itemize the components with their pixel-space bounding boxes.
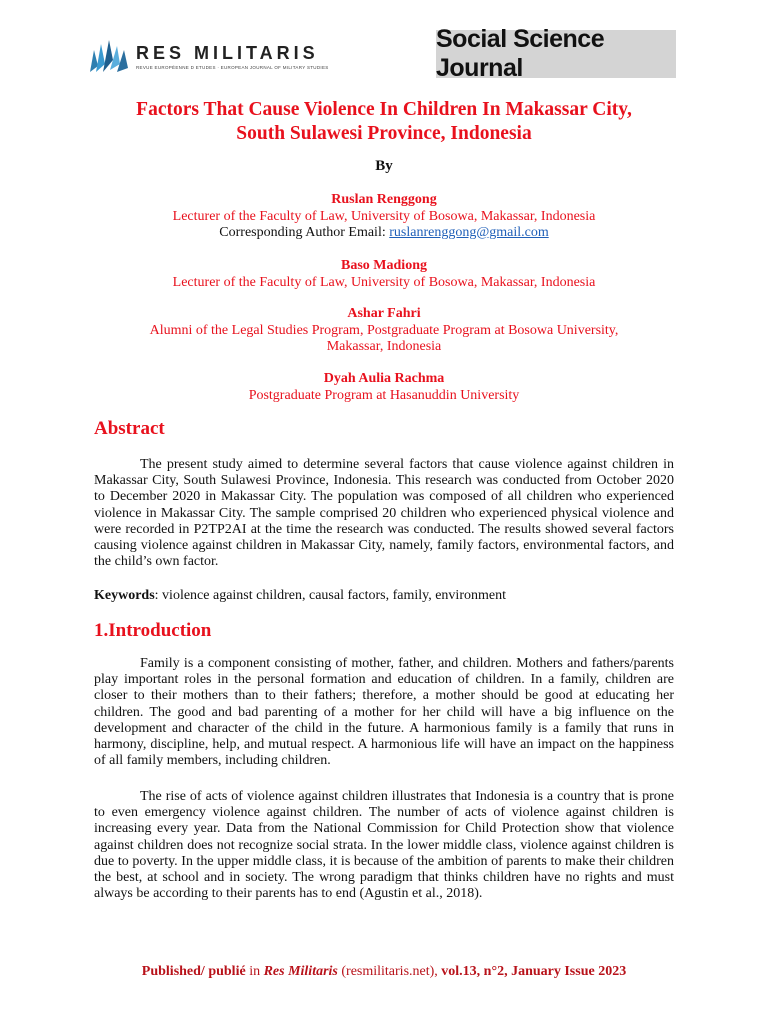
journal-logo [88,36,329,76]
footer-in: in [245,964,264,979]
publication-footer [0,964,768,980]
author-name: Ashar Fahri [347,306,421,321]
title-line-2: South Sulawesi Province, Indonesia [236,123,532,144]
logo-subtitle: REVUE EUROPÉENNE D ETUDES · EUROPEAN JOURNAL OF MILITARY STUDIES [136,64,329,70]
abstract-text: The present study aimed to determine several factors that cause violence against children in Makassar City, South Sulawesi Province, Indonesia. This research was conducted from October 2020 to December 2020 in Makassar City. The population was composed of all children who experienced violence in Makassar City. The sample comprised 20 children who experienced physical violence and were recorded in P2TP2AI at the time the research was conducted. The results showed several factors causing violence against children in Makassar City, namely, family factors, environmental factors, and the child’s own factor. [94,457,674,570]
page-header [88,25,676,82]
res-militaris-logo-icon [88,36,132,76]
keywords-label: Keywords [94,588,155,603]
footer-issue: vol.13, n°2, January Issue 2023 [441,964,627,979]
corresponding-email-line [88,225,680,242]
title-line-1: Factors That Cause Violence In Children In Makassar City, [136,99,632,120]
email-link[interactable]: ruslanrenggong@gmail.com [389,225,549,240]
author-1 [88,192,680,242]
by-label: By [375,158,393,174]
author-name: Baso Madiong [341,258,427,273]
email-label: Corresponding Author Email: [219,225,390,240]
author-affiliation-line-2: Makassar, Indonesia [326,339,442,354]
keywords-text: : violence against children, causal factors, family, environment [154,588,506,603]
footer-journal: Res Militaris [263,964,338,979]
author-affiliation: Lecturer of the Faculty of Law, University of Bosowa, Makassar, Indonesia [172,208,596,224]
journal-banner [436,25,676,82]
author-name: Ruslan Renggong [331,192,437,207]
journal-label: Social Science Journal [436,25,605,82]
footer-site: (resmilitaris.net), [337,964,442,979]
footer-published: Published/ publié [141,964,246,979]
author-affiliation-line-1: Alumni of the Legal Studies Program, Postgraduate Program at Bosowa University, [149,322,619,338]
intro-paragraph-1: Family is a component consisting of mother, father, and children. Mothers and fathers/parents play important roles in the personal formation and education of children. In a family, children are closer to their mothers than to their fathers; therefore, a mother should be good at educating her children. The good and bad parenting of a mother for her child will have a big influence on the development and character of the child in the future. A harmonious family is a family that runs in harmony, discipline, help, and mutual respect. A harmonious life will have an impact on the happiness of all family members, including children. [94,656,674,769]
author-3 [88,306,680,356]
author-affiliation: Postgraduate Program at Hasanuddin University [248,387,520,403]
logo-title: RES MILITARIS [136,42,319,63]
keywords-line [94,588,674,604]
intro-paragraph-2: The rise of acts of violence against children illustrates that Indonesia is a country that is prone to even emergency violence against children. The number of acts of violence against children is increasing every year. Data from the National Commission for Child Protection show that violence against children does not recognize social strata. In the lower middle class, violence against children is due to poverty. In the upper middle class, it is because of the ambition of parents to make their children the best, at school and in society. The wrong paradigm that thinks children have no rights and must always be according to their parents has to end (Agustin et al., 2018). [94,789,674,902]
author-4 [88,371,680,404]
abstract-heading: Abstract [94,418,165,439]
author-name: Dyah Aulia Rachma [323,371,445,386]
introduction-heading: 1.Introduction [94,620,212,641]
paper-title [88,98,680,146]
author-2 [88,258,680,291]
author-affiliation: Lecturer of the Faculty of Law, University of Bosowa, Makassar, Indonesia [172,274,596,290]
